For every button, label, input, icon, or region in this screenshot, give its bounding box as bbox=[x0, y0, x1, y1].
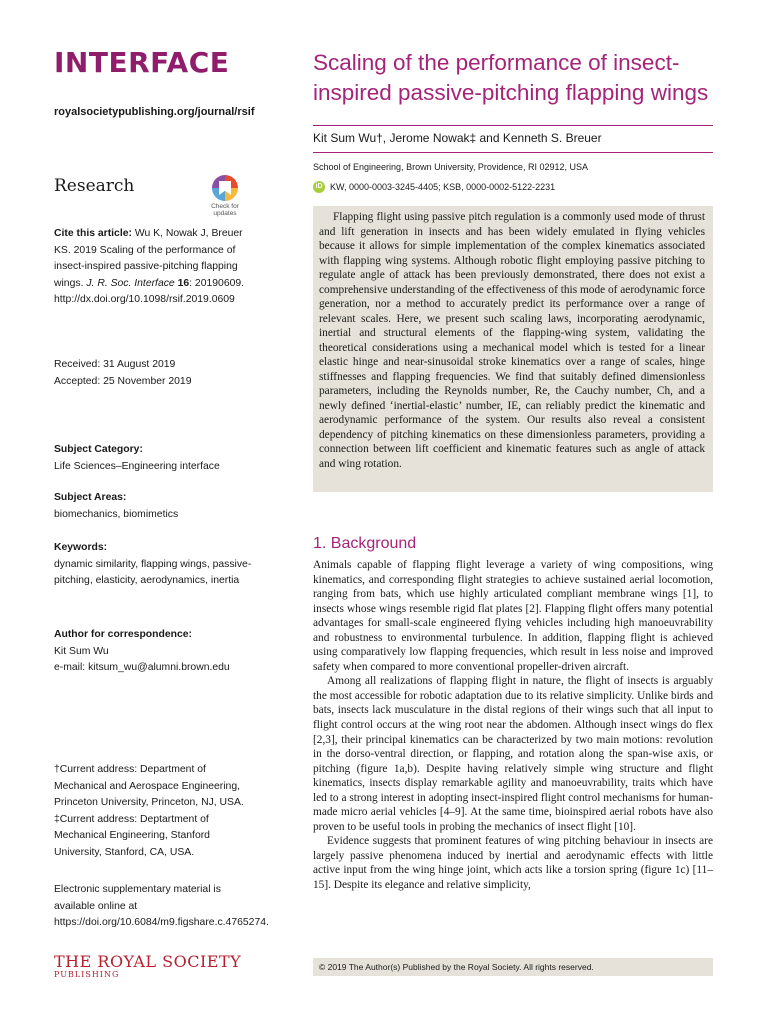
orcid-ids[interactable]: KW, 0000-0003-3245-4405; KSB, 0000-0002-5122-2231 bbox=[330, 182, 556, 192]
keywords-label: Keywords: bbox=[54, 542, 108, 553]
keywords-value: dynamic similarity, flapping wings, passive-pitching, elasticity, aerodynamics, inertia bbox=[54, 558, 252, 586]
body-text bbox=[313, 558, 713, 893]
check-for-updates-badge[interactable] bbox=[205, 175, 245, 217]
author-corr-name: Kit Sum Wu bbox=[54, 645, 109, 657]
author-for-correspondence bbox=[54, 627, 260, 677]
abstract-text: Flapping flight using passive pitch regulation is a commonly used mode of thrust and lift generation in insects and has been widely emulated in flying vehicles because it allows for simple implementation of the complex kinematics associated with flapping wing systems. Although robotic flight employing passive pitching to regulate angle of attack has been previously demonstrated, there does not exist a comprehensive understanding of the effectiveness of this mode of aerodynamic force generation, nor a method to accurately predict its performance over a range of relevant scales. Here, we present such scaling laws, incorporating aerodynamic, inertial and structural elements of the flapping-wing system, validating the theoretical considerations using a mechanical model which is tested for a linear elastic hinge and near-sinusoidal stroke kinematics over a range of scales, hinge stiffnesses and flapping frequencies. We find that suitably defined dimensionless parameters, including the Reynolds number, Re, the Cauchy number, Ch, and a newly defined ‘inertial-elastic’ number, IE, can reliably predict the kinematic and aerodynamic performance of the system. Our results also reveal a consistent dependency of pitching kinematics on these dimensionless parameters, providing a connection between lift coefficient and kinematic features such as angle of attack and wing rotation. bbox=[319, 211, 705, 470]
copyright-notice: © 2019 The Author(s) Published by the Royal Society. All rights reserved. bbox=[313, 958, 713, 976]
royal-society-logo: THE ROYAL SOCIETY bbox=[54, 952, 242, 971]
title-divider bbox=[313, 125, 713, 126]
authors-divider bbox=[313, 152, 713, 153]
subject-areas bbox=[54, 490, 260, 523]
article-type: Research bbox=[54, 176, 135, 196]
author-corr-email[interactable]: e-mail: kitsum_wu@alumni.brown.edu bbox=[54, 662, 230, 673]
paragraph: Evidence suggests that prominent features of wing pitching behaviour in insects are largely passive phenomena induced by inertial and aerodynamic effects with little active input from the wing hinge joint, which acts like a torsion spring (figure 1c) [11–15]. Despite its elegance and relative simplicity, bbox=[313, 835, 713, 892]
orcid-line[interactable] bbox=[313, 181, 555, 193]
footnote-1: †Current address: Department of Mechanical and Aerospace Engineering, Princeton University, Princeton, NJ, USA. bbox=[54, 764, 244, 808]
cite-this-article bbox=[54, 226, 260, 309]
subject-areas-value: biomechanics, biomimetics bbox=[54, 508, 179, 520]
subject-category-label: Subject Category: bbox=[54, 444, 143, 455]
cite-doi-link[interactable]: http://dx.doi.org/10.1098/rsif.2019.0609 bbox=[54, 294, 235, 305]
cite-volume: 16 bbox=[174, 277, 190, 289]
author-corr-label: Author for correspondence: bbox=[54, 629, 192, 640]
cite-text: Wu K, Nowak J, Breuer KS. 2019 Scaling of the performance of insect-inspired passive-pitching flapping wings. bbox=[54, 228, 243, 289]
accepted-date: Accepted: 25 November 2019 bbox=[54, 375, 192, 387]
check-for-updates-icon bbox=[212, 175, 238, 201]
check-for-updates-label: Check for updates bbox=[211, 203, 239, 217]
footnote-2: ‡Current address: Deptartment of Mechanical Engineering, Stanford University, Stanford, CA, USA. bbox=[54, 813, 210, 858]
subject-areas-label: Subject Areas: bbox=[54, 492, 127, 503]
subject-category-value: Life Sciences–Engineering interface bbox=[54, 460, 220, 472]
paragraph: Animals capable of flapping flight leverage a variety of wing compositions, wing kinematics, and corresponding flight strategies to achieve sustained aerial locomotion, ranging from bats, which use highly articulated compliant membrane wings [1], to insects whose wings resemble rigid flat plates [2]. Flapping flight offers many potential advantages for small-scale engineered flying vehicles including high manoeuvrability and robustness to environmental turbulence. In addition, flapping flight is achieved using comparatively low flapping frequencies, which result in less noise and improved safety when compared to more conventional propeller-driven aircraft. bbox=[313, 559, 713, 673]
orcid-icon: iD bbox=[313, 181, 325, 193]
affiliation: School of Engineering, Brown University, Providence, RI 02912, USA bbox=[313, 162, 588, 172]
cite-journal: J. R. Soc. Interface bbox=[86, 277, 175, 289]
royal-society-publishing: PUBLISHING bbox=[54, 970, 120, 979]
dates bbox=[54, 357, 260, 390]
footnotes bbox=[54, 762, 260, 861]
journal-url[interactable]: royalsocietypublishing.org/journal/rsif bbox=[54, 106, 255, 118]
subject-category bbox=[54, 442, 260, 475]
authors: Kit Sum Wu†, Jerome Nowak‡ and Kenneth S. Breuer bbox=[313, 131, 602, 145]
section-heading: 1. Background bbox=[313, 535, 417, 552]
article-title: Scaling of the performance of insect-inspired passive-pitching flapping wings bbox=[313, 50, 709, 105]
supplementary-material[interactable]: Electronic supplementary material is available online at https://doi.org/10.6084/m9.figshare.c.4765274. bbox=[54, 884, 269, 928]
abstract bbox=[313, 206, 713, 492]
cite-label: Cite this article: bbox=[54, 228, 132, 239]
keywords bbox=[54, 540, 260, 590]
received-date: Received: 31 August 2019 bbox=[54, 359, 176, 370]
paragraph: Among all realizations of flapping flight in nature, the flight of insects is arguably the most accessible for robotic adaptation due to its relative simplicity. Unlike birds and bats, insects lack musculature in the distal regions of their wings such that all input to flight control occurs at the wing root near the abdomen. Although insect wings do flex [2,3], their principal kinematics can be characterized by two main motions: revolution in the dorso-ventral direction, or flapping, and rotation along the span-wise axis, or pitching (figure 1a,b). Despite having relatively simple wing structure and flight kinematics, insects display remarkable agility and manoeuvrability, traits which have led to a strong interest in adopting insect-inspired flight control mechanisms for human-made micro aerial vehicles [4–9]. At the same time, bioinspired aerial robots have also proven to be useful tools in probing the mechanics of insect flight [10]. bbox=[313, 675, 713, 833]
journal-logo: INTERFACE bbox=[54, 46, 230, 79]
cite-tail: : 20190609. bbox=[189, 277, 245, 289]
